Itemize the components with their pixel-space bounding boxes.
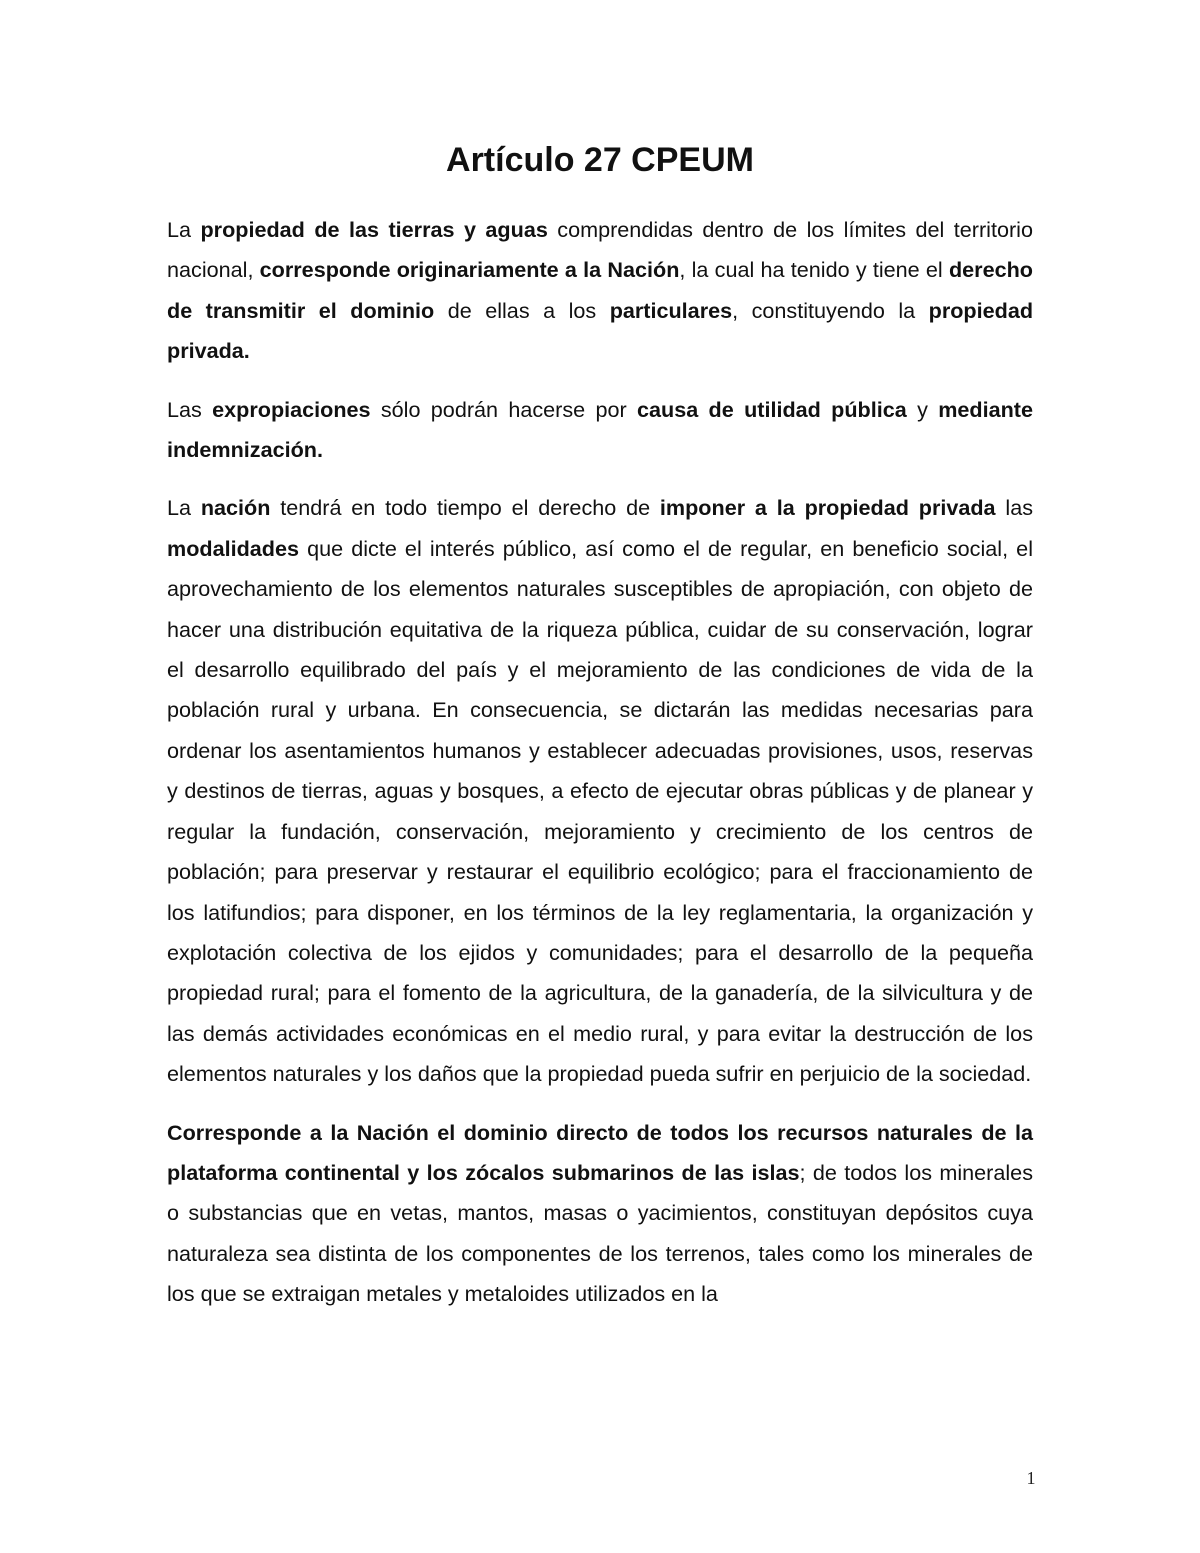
text-run: , la cual ha tenido y tiene el: [679, 257, 949, 283]
text-run-bold: corresponde originariamente a la Nación: [259, 257, 680, 283]
text-run: de ellas a los: [434, 297, 610, 323]
text-run: tendrá en todo tiempo el derecho de: [270, 495, 660, 521]
paragraph-natural-resources: [167, 1113, 1033, 1315]
text-run: comprendidas dentro de los límites del territorio nacional,: [167, 217, 1033, 283]
text-run-bold: expropiaciones: [212, 396, 371, 422]
text-run-bold: Corresponde a la Nación el dominio directo de todos los recursos naturales de la plataforma continental y los zócalos submarinos de las islas: [167, 1119, 1033, 1185]
text-run: , constituyendo la: [732, 297, 929, 323]
text-run: La: [167, 217, 201, 242]
paragraph-ownership: [167, 210, 1033, 372]
document-body: [167, 210, 1033, 1333]
text-run-bold: propiedad privada.: [167, 297, 1034, 364]
text-run-bold: causa de utilidad pública: [637, 396, 907, 422]
text-run: La: [167, 495, 201, 521]
text-run-bold: imponer a la propiedad privada: [659, 495, 996, 521]
text-run-bold: modalidades: [167, 535, 299, 561]
page-number: 1: [1026, 1468, 1036, 1488]
paragraph-expropriations: [167, 390, 1033, 471]
text-run-bold: propiedad de las tierras y aguas: [200, 217, 548, 242]
text-run: Las: [167, 396, 213, 422]
text-run: ; de todos los minerales o substancias que en vetas, mantos, masas o yacimientos, constituyan depósitos cuya naturaleza sea distinta de los componentes de los terrenos, tales como los minerales de los que se extraigan metales y metaloides utilizados en la: [167, 1159, 1033, 1307]
text-run: que dicte el interés público, así como el de regular, en beneficio social, el aprovechamiento de los elementos naturales susceptibles de apropiación, con objeto de hacer una distribución equitativa de la riqueza pública, cuidar de su conservación, lograr el desarrollo equilibrado del país y el mejoramiento de las condiciones de vida de la población rural y urbana. En consecuencia, se dictarán las medidas necesarias para ordenar los asentamientos humanos y establecer adecuadas provisiones, usos, reservas y destinos de tierras, aguas y bosques, a efecto de ejecutar obras públicas y de planear y regular la fundación, conservación, mejoramiento y crecimiento de los centros de población; para preservar y restaurar el equilibrio ecológico; para el fraccionamiento de los latifundios; para disponer, en los términos de la ley reglamentaria, la organización y explotación colectiva de los ejidos y comunidades; para el desarrollo de la pequeña propiedad rural; para el fomento de la agricultura, de la ganadería, de la silvicultura y de las demás actividades económicas en el medio rural, y para evitar la destrucción de los elementos naturales y los daños que la propiedad pueda sufrir en perjuicio de la sociedad.: [167, 535, 1033, 1087]
text-run: y: [906, 396, 939, 422]
text-run: las: [995, 495, 1033, 521]
page-title: Artículo 27 CPEUM: [446, 141, 754, 179]
text-run: sólo podrán hacerse por: [370, 396, 638, 422]
text-run-bold: mediante indemnización.: [167, 396, 1033, 463]
paragraph-modalities: [167, 488, 1033, 1094]
text-run-bold: nación: [200, 495, 271, 521]
text-run-bold: particulares: [609, 297, 733, 323]
text-run-bold: derecho de transmitir el dominio: [167, 257, 1033, 323]
